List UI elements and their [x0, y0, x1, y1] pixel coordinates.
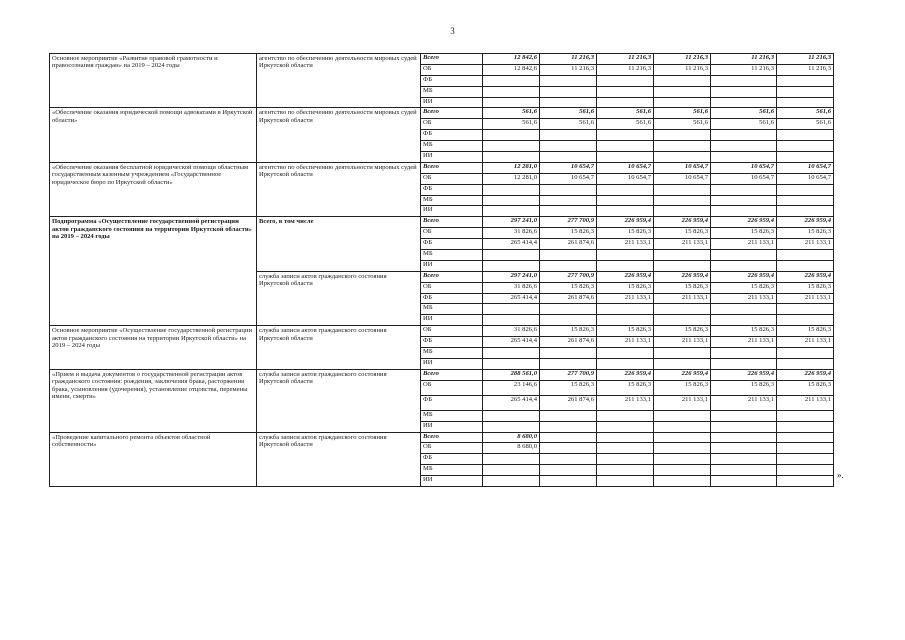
activity-description: «Проведение капитального ремонта объектов областной собственности» [50, 432, 257, 486]
funding-source: ИИ [421, 358, 483, 369]
amount-cell [777, 206, 834, 217]
page-number: 3 [450, 26, 455, 36]
amount-cell: 12 842,6 [483, 54, 540, 65]
amount-cell [597, 432, 654, 443]
amount-cell [483, 75, 540, 86]
amount-cell [540, 86, 597, 97]
funding-source: Всего [421, 432, 483, 443]
amount-cell: 10 654,7 [540, 173, 597, 184]
amount-cell [597, 195, 654, 206]
amount-cell [777, 152, 834, 163]
amount-cell: 11 216,3 [597, 64, 654, 75]
amount-cell: 12 281,0 [483, 162, 540, 173]
amount-cell: 10 654,7 [777, 162, 834, 173]
amount-cell [777, 141, 834, 152]
amount-cell [654, 86, 711, 97]
amount-cell: 15 826,3 [540, 380, 597, 395]
activity-description: «Обеспечение оказания юридической помощи адвокатами в Иркутской области» [50, 108, 257, 162]
amount-cell: 261 874,6 [540, 239, 597, 250]
executor-name: агентство по обеспечению деятельности мировых судей Иркутской области [257, 108, 421, 162]
funding-source: ОБ [421, 443, 483, 454]
funding-source: Всего [421, 271, 483, 282]
amount-cell: 261 874,6 [540, 395, 597, 410]
amount-cell [654, 260, 711, 271]
amount-cell [597, 206, 654, 217]
amount-cell [540, 315, 597, 326]
amount-cell [711, 421, 777, 432]
amount-cell [711, 130, 777, 141]
amount-cell: 226 959,4 [654, 271, 711, 282]
amount-cell [597, 75, 654, 86]
amount-cell [654, 75, 711, 86]
amount-cell: 226 959,4 [654, 217, 711, 228]
amount-cell [483, 358, 540, 369]
amount-cell: 561,6 [597, 119, 654, 130]
funding-source: МБ [421, 195, 483, 206]
amount-cell [540, 184, 597, 195]
amount-cell: 561,6 [483, 108, 540, 119]
amount-cell: 211 133,1 [597, 395, 654, 410]
amount-cell [540, 454, 597, 465]
amount-cell [540, 432, 597, 443]
funding-source: ФБ [421, 395, 483, 410]
amount-cell: 15 826,3 [777, 326, 834, 337]
amount-cell [777, 410, 834, 421]
amount-cell [597, 476, 654, 487]
amount-cell [777, 465, 834, 476]
amount-cell [654, 250, 711, 261]
amount-cell: 11 216,3 [777, 64, 834, 75]
amount-cell: 226 959,4 [654, 369, 711, 380]
amount-cell [597, 141, 654, 152]
amount-cell [777, 358, 834, 369]
amount-cell [777, 97, 834, 108]
executor-name: Всего, в том числе [257, 217, 421, 271]
amount-cell [597, 443, 654, 454]
amount-cell [597, 86, 654, 97]
amount-cell [540, 410, 597, 421]
amount-cell [654, 476, 711, 487]
amount-cell: 10 654,7 [597, 173, 654, 184]
budget-table [49, 53, 834, 487]
funding-source: ИИ [421, 476, 483, 487]
amount-cell [597, 97, 654, 108]
amount-cell [777, 315, 834, 326]
amount-cell: 10 654,7 [654, 173, 711, 184]
amount-cell: 561,6 [654, 119, 711, 130]
amount-cell [711, 443, 777, 454]
funding-source: ОБ [421, 119, 483, 130]
funding-source: ОБ [421, 282, 483, 293]
amount-cell: 10 654,7 [597, 162, 654, 173]
amount-cell: 15 826,3 [654, 228, 711, 239]
amount-cell [777, 86, 834, 97]
table-row [50, 369, 834, 380]
amount-cell [483, 454, 540, 465]
amount-cell: 10 654,7 [777, 173, 834, 184]
amount-cell [711, 454, 777, 465]
funding-source: МБ [421, 250, 483, 261]
amount-cell: 11 216,3 [540, 54, 597, 65]
amount-cell: 31 826,6 [483, 326, 540, 337]
amount-cell [777, 476, 834, 487]
amount-cell: 8 680,0 [483, 443, 540, 454]
funding-source: ОБ [421, 380, 483, 395]
amount-cell [777, 195, 834, 206]
amount-cell: 561,6 [483, 119, 540, 130]
amount-cell: 226 959,4 [711, 217, 777, 228]
amount-cell: 15 826,3 [597, 326, 654, 337]
amount-cell: 31 826,6 [483, 282, 540, 293]
amount-cell: 561,6 [711, 119, 777, 130]
amount-cell: 211 133,1 [777, 395, 834, 410]
amount-cell: 561,6 [540, 108, 597, 119]
amount-cell [597, 260, 654, 271]
amount-cell [711, 184, 777, 195]
amount-cell [777, 75, 834, 86]
amount-cell [597, 184, 654, 195]
amount-cell: 561,6 [777, 119, 834, 130]
amount-cell [654, 195, 711, 206]
amount-cell [597, 348, 654, 359]
funding-source: ИИ [421, 206, 483, 217]
activity-description: Основное мероприятие «Развитие правовой грамотности и правосознания граждан» на 2019 – 2024 годы [50, 54, 257, 108]
amount-cell [777, 454, 834, 465]
amount-cell: 261 874,6 [540, 337, 597, 348]
funding-source: МБ [421, 141, 483, 152]
funding-source: ФБ [421, 454, 483, 465]
funding-source: ИИ [421, 260, 483, 271]
funding-source: Всего [421, 108, 483, 119]
amount-cell: 11 216,3 [711, 54, 777, 65]
amount-cell: 265 414,4 [483, 395, 540, 410]
amount-cell [483, 184, 540, 195]
amount-cell [597, 465, 654, 476]
amount-cell [597, 358, 654, 369]
funding-source: ОБ [421, 326, 483, 337]
amount-cell [540, 443, 597, 454]
amount-cell [597, 304, 654, 315]
amount-cell: 211 133,1 [654, 239, 711, 250]
amount-cell: 261 874,6 [540, 293, 597, 304]
closing-quote-mark: ». [837, 470, 844, 480]
amount-cell [654, 348, 711, 359]
amount-cell: 277 700,9 [540, 271, 597, 282]
amount-cell [654, 130, 711, 141]
amount-cell: 211 133,1 [654, 293, 711, 304]
amount-cell [483, 86, 540, 97]
amount-cell [777, 130, 834, 141]
amount-cell [483, 465, 540, 476]
amount-cell [540, 358, 597, 369]
amount-cell [483, 315, 540, 326]
executor-name: агентство по обеспечению деятельности мировых судей Иркутской области [257, 162, 421, 216]
amount-cell [483, 97, 540, 108]
activity-description: Основное мероприятие «Осуществление государственной регистрации актов гражданского состояния на территории Иркутской области» на 2019 – 2024 годы [50, 326, 257, 370]
amount-cell: 226 959,4 [777, 217, 834, 228]
amount-cell [540, 476, 597, 487]
funding-source: ОБ [421, 228, 483, 239]
amount-cell [711, 152, 777, 163]
amount-cell: 15 826,3 [597, 380, 654, 395]
amount-cell: 12 281,0 [483, 173, 540, 184]
amount-cell: 265 414,4 [483, 337, 540, 348]
funding-source: Всего [421, 162, 483, 173]
amount-cell: 11 216,3 [654, 64, 711, 75]
amount-cell [597, 315, 654, 326]
table-row [50, 54, 834, 65]
funding-source: ОБ [421, 64, 483, 75]
funding-source: МБ [421, 86, 483, 97]
amount-cell: 15 826,3 [654, 326, 711, 337]
amount-cell: 15 826,3 [540, 326, 597, 337]
amount-cell: 561,6 [777, 108, 834, 119]
amount-cell [711, 348, 777, 359]
amount-cell [483, 250, 540, 261]
amount-cell [654, 465, 711, 476]
amount-cell [777, 260, 834, 271]
amount-cell [711, 432, 777, 443]
amount-cell: 226 959,4 [777, 271, 834, 282]
amount-cell [483, 348, 540, 359]
amount-cell [483, 421, 540, 432]
amount-cell [483, 410, 540, 421]
amount-cell: 15 826,3 [540, 282, 597, 293]
funding-source: ФБ [421, 239, 483, 250]
amount-cell: 31 826,6 [483, 228, 540, 239]
amount-cell [711, 358, 777, 369]
amount-cell [597, 152, 654, 163]
funding-source: МБ [421, 465, 483, 476]
funding-source: ОБ [421, 173, 483, 184]
table-row [50, 326, 834, 337]
amount-cell: 211 133,1 [597, 293, 654, 304]
amount-cell [711, 97, 777, 108]
amount-cell: 15 826,3 [711, 380, 777, 395]
amount-cell [777, 432, 834, 443]
amount-cell [777, 304, 834, 315]
amount-cell: 15 826,3 [711, 228, 777, 239]
amount-cell: 11 216,3 [654, 54, 711, 65]
amount-cell: 10 654,7 [711, 162, 777, 173]
amount-cell [540, 195, 597, 206]
amount-cell [597, 421, 654, 432]
amount-cell: 211 133,1 [597, 239, 654, 250]
amount-cell: 8 680,0 [483, 432, 540, 443]
amount-cell [540, 152, 597, 163]
amount-cell: 211 133,1 [777, 239, 834, 250]
amount-cell: 561,6 [597, 108, 654, 119]
funding-source: ФБ [421, 75, 483, 86]
amount-cell [654, 432, 711, 443]
funding-source: МБ [421, 410, 483, 421]
amount-cell [597, 250, 654, 261]
amount-cell [654, 206, 711, 217]
amount-cell [483, 476, 540, 487]
amount-cell [711, 410, 777, 421]
amount-cell [711, 195, 777, 206]
amount-cell: 277 700,9 [540, 369, 597, 380]
amount-cell: 15 826,3 [777, 380, 834, 395]
amount-cell: 15 826,3 [777, 282, 834, 293]
amount-cell: 561,6 [654, 108, 711, 119]
funding-source: ФБ [421, 337, 483, 348]
funding-source: МБ [421, 304, 483, 315]
amount-cell [540, 130, 597, 141]
amount-cell [654, 152, 711, 163]
amount-cell: 15 826,3 [540, 228, 597, 239]
amount-cell: 15 826,3 [654, 380, 711, 395]
amount-cell [540, 97, 597, 108]
amount-cell [597, 130, 654, 141]
amount-cell [654, 454, 711, 465]
amount-cell: 297 241,0 [483, 217, 540, 228]
amount-cell [483, 152, 540, 163]
amount-cell: 288 561,0 [483, 369, 540, 380]
budget-table-body [50, 54, 834, 487]
amount-cell: 211 133,1 [711, 239, 777, 250]
amount-cell: 11 216,3 [540, 64, 597, 75]
amount-cell [654, 421, 711, 432]
funding-source: ФБ [421, 293, 483, 304]
amount-cell [483, 304, 540, 315]
amount-cell [654, 315, 711, 326]
amount-cell [711, 315, 777, 326]
amount-cell [540, 75, 597, 86]
amount-cell: 15 826,3 [597, 282, 654, 293]
amount-cell: 15 826,3 [711, 282, 777, 293]
amount-cell [654, 358, 711, 369]
amount-cell: 23 146,6 [483, 380, 540, 395]
executor-name: агентство по обеспечению деятельности мировых судей Иркутской области [257, 54, 421, 108]
funding-source: ИИ [421, 421, 483, 432]
amount-cell: 226 959,4 [711, 369, 777, 380]
funding-source: ФБ [421, 130, 483, 141]
amount-cell: 226 959,4 [597, 217, 654, 228]
table-row [50, 432, 834, 443]
activity-description: «Обеспечение оказания бесплатной юридической помощи областным государственным казенным учреждением «Государственное юридическое бюро по Иркутской области» [50, 162, 257, 216]
amount-cell: 11 216,3 [711, 64, 777, 75]
activity-description: «Прием и выдача документов о государственной регистрации актов гражданского состояния: рождения, заключения брака, расторжения брака, усыновления (удочерения), установление отцовства, перемены имени, смерти» [50, 369, 257, 432]
amount-cell [711, 250, 777, 261]
amount-cell [711, 304, 777, 315]
amount-cell: 211 133,1 [777, 337, 834, 348]
amount-cell [540, 206, 597, 217]
amount-cell: 265 414,4 [483, 293, 540, 304]
amount-cell: 211 133,1 [711, 337, 777, 348]
amount-cell [483, 141, 540, 152]
executor-name: служба записи актов гражданского состояния Иркутской области [257, 369, 421, 432]
amount-cell: 211 133,1 [711, 395, 777, 410]
amount-cell: 226 959,4 [597, 271, 654, 282]
amount-cell [540, 250, 597, 261]
amount-cell: 12 842,6 [483, 64, 540, 75]
executor-name: служба записи актов гражданского состояния Иркутской области [257, 271, 421, 325]
executor-name: служба записи актов гражданского состояния Иркутской области [257, 432, 421, 486]
executor-name: служба записи актов гражданского состояния Иркутской области [257, 326, 421, 370]
amount-cell [777, 184, 834, 195]
amount-cell: 226 959,4 [711, 271, 777, 282]
amount-cell [654, 410, 711, 421]
amount-cell: 11 216,3 [597, 54, 654, 65]
amount-cell [540, 421, 597, 432]
amount-cell [654, 97, 711, 108]
amount-cell [654, 443, 711, 454]
amount-cell [711, 86, 777, 97]
amount-cell [597, 410, 654, 421]
amount-cell: 226 959,4 [777, 369, 834, 380]
activity-description: Подпрограмма «Осуществление государственной регистрации актов гражданского состояния на территории Иркутской области» на 2019 – 2024 годы [50, 217, 257, 326]
amount-cell [540, 260, 597, 271]
funding-source: ФБ [421, 184, 483, 195]
amount-cell [777, 443, 834, 454]
amount-cell [711, 476, 777, 487]
amount-cell: 211 133,1 [597, 337, 654, 348]
amount-cell [540, 304, 597, 315]
amount-cell: 211 133,1 [777, 293, 834, 304]
amount-cell: 10 654,7 [711, 173, 777, 184]
funding-source: ИИ [421, 97, 483, 108]
amount-cell: 10 654,7 [654, 162, 711, 173]
amount-cell [483, 195, 540, 206]
amount-cell [711, 465, 777, 476]
amount-cell [654, 304, 711, 315]
amount-cell: 226 959,4 [597, 369, 654, 380]
amount-cell: 211 133,1 [654, 395, 711, 410]
amount-cell: 561,6 [711, 108, 777, 119]
amount-cell [654, 184, 711, 195]
funding-source: Всего [421, 54, 483, 65]
amount-cell [711, 206, 777, 217]
table-row [50, 217, 834, 228]
funding-source: ИИ [421, 152, 483, 163]
amount-cell [483, 206, 540, 217]
amount-cell [711, 75, 777, 86]
amount-cell: 561,6 [540, 119, 597, 130]
amount-cell [540, 465, 597, 476]
amount-cell [540, 348, 597, 359]
amount-cell: 15 826,3 [711, 326, 777, 337]
table-row [50, 162, 834, 173]
amount-cell: 15 826,3 [597, 228, 654, 239]
amount-cell: 277 700,9 [540, 217, 597, 228]
amount-cell: 297 241,0 [483, 271, 540, 282]
funding-source: МБ [421, 348, 483, 359]
funding-source: ИИ [421, 315, 483, 326]
amount-cell [483, 130, 540, 141]
table-row [50, 108, 834, 119]
amount-cell [654, 141, 711, 152]
amount-cell [483, 260, 540, 271]
amount-cell: 15 826,3 [654, 282, 711, 293]
amount-cell [711, 260, 777, 271]
amount-cell: 265 414,4 [483, 239, 540, 250]
amount-cell [597, 454, 654, 465]
funding-source: Всего [421, 369, 483, 380]
amount-cell: 211 133,1 [654, 337, 711, 348]
funding-source: Всего [421, 217, 483, 228]
amount-cell: 15 826,3 [777, 228, 834, 239]
amount-cell: 211 133,1 [711, 293, 777, 304]
amount-cell [777, 348, 834, 359]
amount-cell: 11 216,3 [777, 54, 834, 65]
amount-cell [540, 141, 597, 152]
amount-cell: 10 654,7 [540, 162, 597, 173]
amount-cell [711, 141, 777, 152]
amount-cell [777, 421, 834, 432]
amount-cell [777, 250, 834, 261]
